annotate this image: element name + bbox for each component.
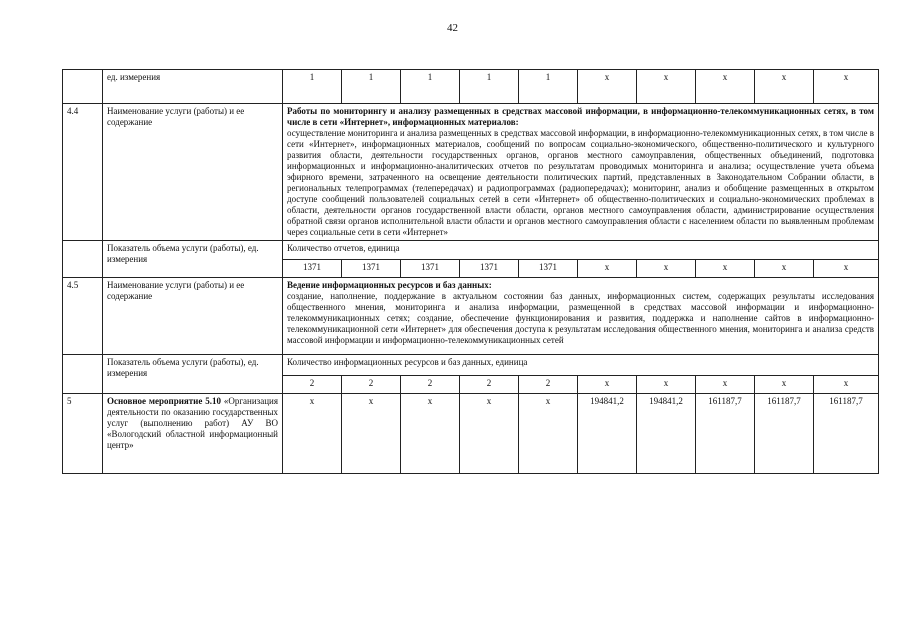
value-cell: x bbox=[814, 70, 879, 104]
service-title: Работы по мониторингу и анализу размещенных в средствах массовой информации, в информационно-телекоммуникационных сетях, в том числе в сети «Интернет», информационных материалов: bbox=[287, 106, 874, 127]
table-row bbox=[63, 355, 879, 376]
value-cell: 1 bbox=[342, 70, 401, 104]
row-label: Наименование услуги (работы) и ее содержание bbox=[103, 104, 283, 241]
value-cell: 1371 bbox=[342, 260, 401, 278]
service-title: Ведение информационных ресурсов и баз данных: bbox=[287, 280, 492, 290]
value-cell: x bbox=[578, 376, 637, 394]
row-label: Наименование услуги (работы) и ее содержание bbox=[103, 278, 283, 355]
value-cell: x bbox=[637, 260, 696, 278]
value-cell: 2 bbox=[401, 376, 460, 394]
value-cell: 1371 bbox=[519, 260, 578, 278]
value-cell: x bbox=[637, 376, 696, 394]
value-cell: x bbox=[696, 376, 755, 394]
value-cell: x bbox=[637, 70, 696, 104]
value-cell: 2 bbox=[283, 376, 342, 394]
code-cell bbox=[63, 241, 103, 278]
table-row bbox=[63, 278, 879, 355]
value-cell: x bbox=[755, 260, 814, 278]
page-number: 42 bbox=[447, 22, 458, 34]
value-cell: x bbox=[519, 394, 578, 474]
value-cell: 1371 bbox=[401, 260, 460, 278]
table-row bbox=[63, 70, 879, 104]
row-label: Показатель объема услуги (работы), ед. измерения bbox=[103, 241, 283, 278]
value-cell: x bbox=[578, 260, 637, 278]
value-cell: 161187,7 bbox=[814, 394, 879, 474]
indicator-unit: Количество отчетов, единица bbox=[283, 241, 879, 260]
code-cell bbox=[63, 355, 103, 394]
row-code: 4.4 bbox=[63, 104, 103, 241]
value-cell: 1 bbox=[519, 70, 578, 104]
value-cell: x bbox=[696, 260, 755, 278]
service-body: осуществление мониторинга и анализа размещенных в средствах массовой информации, в информационно-телекоммуникационных сетях, в том числе в сети «Интернет», информационных материалов, сообщений по вопросам социально-экономического, общественно-политического и культурного развития области, деятельности государственных органов, органов местного самоуправления, общественных объединений, подготовка информационных и информационно-аналитических отчетов по результатам проводимых мониторинга и анализа; осуществление учета объема эфирного времени, затраченного на освещение деятельности политических партий, представленных в Законодательном Собрании области, в региональных телепрограммах (телепередачах) и радиопрограммах (радиопередачах); мониторинг, анализ и обобщение размещенных в открытом доступе сообщений пользователей социальных сетей в сети «Интернет» об общественно-политических и социально-экономических проблемах в области, деятельности органов государственной власти области, органов местного самоуправления области, администрирование осуществления обратной связи органов исполнительной власти области и органов местного самоуправления области с населением области по выявленным проблемам через социальные сети в сети «Интернет» bbox=[287, 128, 874, 237]
table-row bbox=[63, 104, 879, 241]
value-cell: x bbox=[696, 70, 755, 104]
table-row bbox=[63, 241, 879, 260]
value-cell: x bbox=[755, 70, 814, 104]
value-cell: x bbox=[460, 394, 519, 474]
value-cell: 161187,7 bbox=[696, 394, 755, 474]
value-cell: 1371 bbox=[460, 260, 519, 278]
value-cell: 1371 bbox=[283, 260, 342, 278]
service-description bbox=[283, 278, 879, 355]
value-cell: x bbox=[283, 394, 342, 474]
row-code: 4.5 bbox=[63, 278, 103, 355]
value-cell: 1 bbox=[401, 70, 460, 104]
row-label: Показатель объема услуги (работы), ед. измерения bbox=[103, 355, 283, 394]
value-cell: 1 bbox=[283, 70, 342, 104]
measure-title: Основное мероприятие 5.10 bbox=[107, 396, 221, 406]
value-cell: 1 bbox=[460, 70, 519, 104]
row-label: ед. измерения bbox=[103, 70, 283, 104]
value-cell: 194841,2 bbox=[637, 394, 696, 474]
service-body: создание, наполнение, поддержание в актуальном состоянии баз данных, информационных систем, содержащих результаты исследования общественного мнения, мониторинга и анализа информации, размещенной в средствах массовой информации и информационно-телекоммуникационных сетях; создание, обеспечение функционирования и развития, поддержка и наполнение сайтов в информационно-телекоммуникационной сети «Интернет» для обеспечения доступа к результатам исследования общественного мнения, мониторинга и анализа средств массовой информации и информационно-телекоммуникационных сетей bbox=[287, 291, 874, 345]
table-row bbox=[63, 394, 879, 474]
program-table bbox=[62, 69, 879, 474]
measure-description bbox=[103, 394, 283, 474]
value-cell: 2 bbox=[342, 376, 401, 394]
value-cell: x bbox=[578, 70, 637, 104]
value-cell: x bbox=[755, 376, 814, 394]
indicator-unit: Количество информационных ресурсов и баз данных, единица bbox=[283, 355, 879, 376]
code-cell bbox=[63, 70, 103, 104]
value-cell: x bbox=[814, 376, 879, 394]
measure-body: «Организация деятельности по оказанию государственных услуг (выполнению работ) АУ ВО «Вологодский областной информационный центр» bbox=[107, 396, 278, 450]
value-cell: 161187,7 bbox=[755, 394, 814, 474]
service-description bbox=[283, 104, 879, 241]
value-cell: x bbox=[814, 260, 879, 278]
value-cell: 2 bbox=[519, 376, 578, 394]
row-code: 5 bbox=[63, 394, 103, 474]
value-cell: 2 bbox=[460, 376, 519, 394]
value-cell: 194841,2 bbox=[578, 394, 637, 474]
value-cell: x bbox=[342, 394, 401, 474]
value-cell: x bbox=[401, 394, 460, 474]
